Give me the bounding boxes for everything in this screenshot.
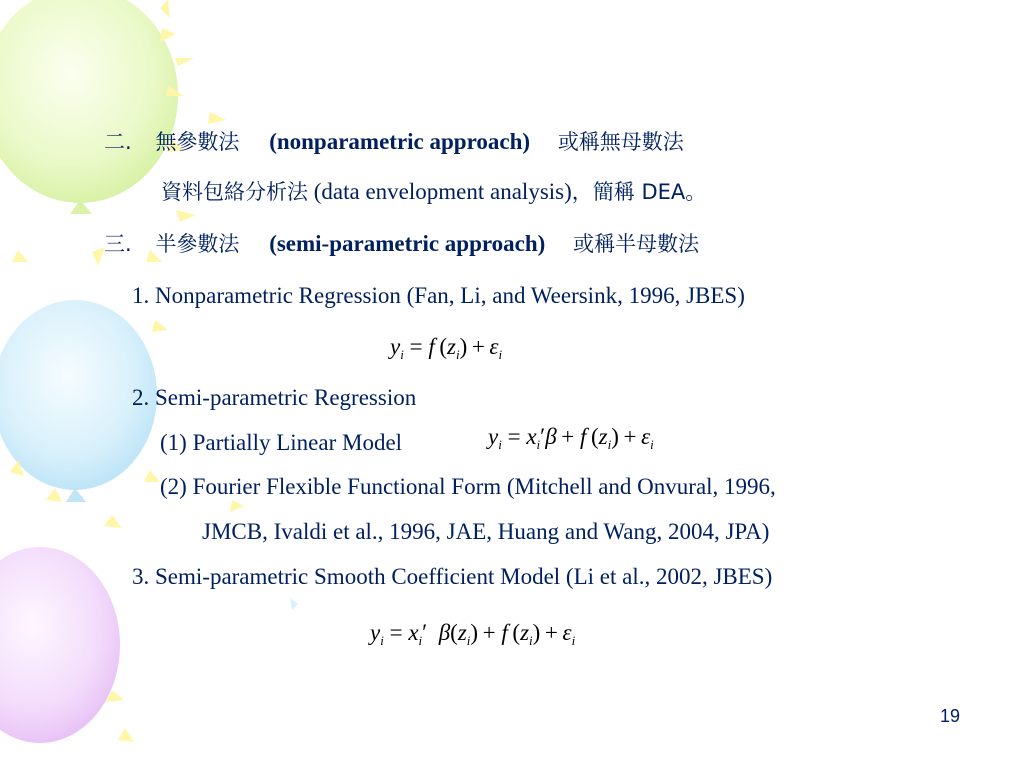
section-number: 三. [104,232,132,256]
item-3: 3. Semi-parametric Smooth Coefficient Model (Li et al., 2002, JBES) [132,564,773,589]
item-2-2-line-2: JMCB, Ivaldi et al., 1996, JAE, Huang and Wang, 2004, JPA) [202,519,770,544]
dea-note-en: (data envelopment analysis) [308,179,572,204]
section-number: 二. [104,130,132,154]
item-2: 2. Semi-parametric Regression [132,385,417,410]
item-1: 1. Nonparametric Regression (Fan, Li, and Weersink, 1996, JBES) [132,283,745,308]
section-alt-name: 或稱無母數法 [557,130,684,154]
item-2-2-line-1: (2) Fourier Flexible Functional Form (Mitchell and Onvural, 1996, [160,474,776,499]
section-title-en: (nonparametric approach) [269,129,531,154]
dea-note [161,178,706,206]
page-number: 19 [940,706,961,726]
item-2-1: (1) Partially Linear Model [160,430,403,455]
equation-nonparametric: $y_i = f$ $(z_i) + \varepsilon_i$ [390,334,503,362]
green-balloon [0,0,178,214]
section-title-cjk: 無參數法 [155,130,240,154]
equation-smooth-coefficient: $y_i = x_i'$ $\beta(z_i) + f$ $(z_i) + \varepsilon_i$ [370,620,576,648]
dea-note-cjk: 資料包絡分析法 [161,180,308,204]
equation-partially-linear: $y_i = x_i'\beta + f$ $(z_i) + \varepsilon_i$ [488,424,654,452]
section-3-heading [104,230,699,258]
section-title-en: (semi-parametric approach) [269,231,546,256]
section-alt-name: 或稱半母數法 [573,232,700,256]
section-2-heading [104,128,684,156]
dea-note-tail: ，簡稱 DEA。 [571,180,707,204]
sparkle-small [290,598,298,610]
section-title-cjk: 半參數法 [155,232,240,256]
pink-balloon [0,547,120,743]
